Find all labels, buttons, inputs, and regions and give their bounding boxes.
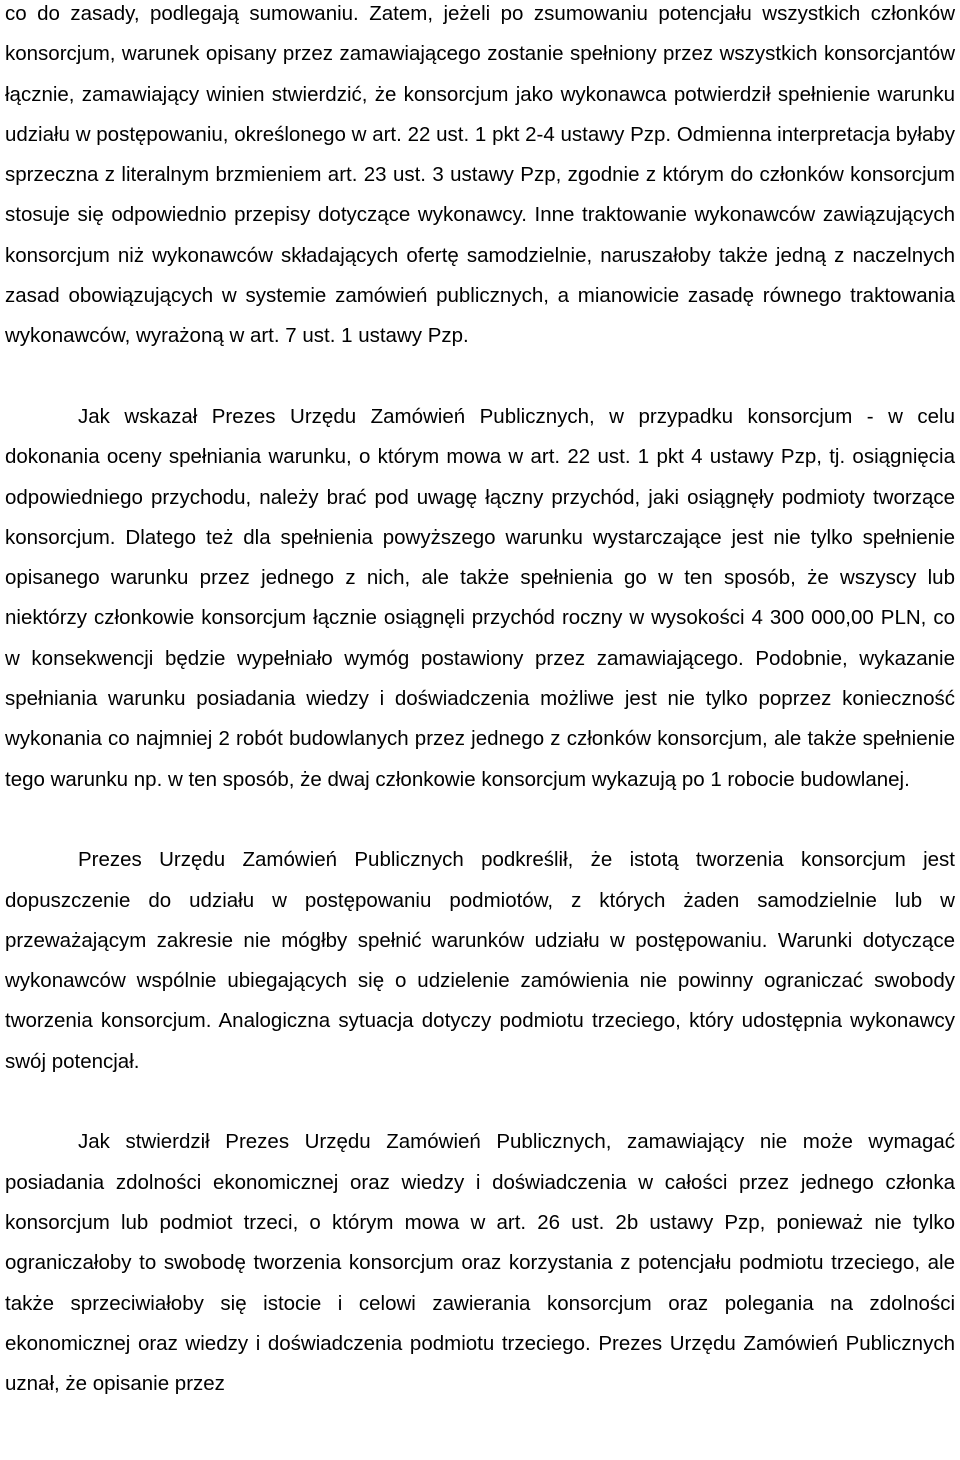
paragraph-economic-capacity: Jak stwierdził Prezes Urzędu Zamówień Publicznych, zamawiający nie może wymagać posiadania zdolności ekonomicznej oraz wiedzy i doświadczenia w całości przez jednego członka konsorcjum lub podmiot trzeci, o którym mowa w art. 26 ust. 2b ustawy Pzp, ponieważ nie tylko ograniczałoby to swobodę tworzenia konsorcjum oraz korzystania z potencjału podmiotu trzeciego, ale także sprzeciwiałoby się istocie i celowi zawierania konsorcjum oraz polegania na zdolności ekonomicznej oraz wiedzy i doświadczenia podmiotu trzeciego. Prezes Urzędu Zamówień Publicznych uznał, że opisanie przez	[5, 1130, 955, 1396]
paragraph-consortium-revenue: Jak wskazał Prezes Urzędu Zamówień Publicznych, w przypadku konsorcjum - w celu dokonania oceny spełniania warunku, o którym mowa w art. 22 ust. 1 pkt 4 ustawy Pzp, tj. osiągnięcia odpowiedniego przychodu, należy brać pod uwagę łączny przychód, jaki osiągnęły podmioty tworzące konsorcjum. Dlatego też dla spełnienia powyższego warunku wystarczające jest nie tylko spełnienie opisanego warunku przez jednego z nich, ale także spełnienia go w ten sposób, że wszyscy lub niektórzy członkowie konsorcjum łącznie osiągnęli przychód roczny w wysokości 4 300 000,00 PLN, co w konsekwencji będzie wypełniało wymóg postawiony przez zamawiającego. Podobnie, wykazanie spełniania warunku posiadania wiedzy i doświadczenia możliwe jest nie tylko poprzez konieczność wykonania co najmniej 2 robót budowlanych przez jednego z członków konsorcjum, ale także spełnienie tego warunku np. w ten sposób, że dwaj członkowie konsorcjum wykazują po 1 robocie budowlanej.	[5, 404, 955, 791]
paragraph-summation-of-potential: co do zasady, podlegają sumowaniu. Zatem, jeżeli po zsumowaniu potencjału wszystkich członków konsorcjum, warunek opisany przez zamawiającego zostanie spełniony przez wszystkich konsorcjantów łącznie, zamawiający winien stwierdzić, że konsorcjum jako wykonawca potwierdził spełnienie warunku udziału w postępowaniu, określonego w art. 22 ust. 1 pkt 2-4 ustawy Pzp. Odmienna interpretacja byłaby sprzeczna z literalnym brzmieniem art. 23 ust. 3 ustawy Pzp, zgodnie z którym do członków konsorcjum stosuje się odpowiednio przepisy dotyczące wykonawcy. Inne traktowanie wykonawców zawiązujących konsorcjum niż wykonawców składających ofertę samodzielnie, naruszałoby także jedną z naczelnych zasad obowiązujących w systemie zamówień publicznych, a mianowicie zasadę równego traktowania wykonawców, wyrażoną w art. 7 ust. 1 ustawy Pzp.	[5, 2, 955, 348]
document-page	[5, 0, 955, 1404]
paragraph-consortium-purpose: Prezes Urzędu Zamówień Publicznych podkreślił, że istotą tworzenia konsorcjum jest dopuszczenie do udziału w postępowaniu podmiotów, z których żaden samodzielnie lub w przeważającym zakresie nie mógłby spełnić warunków udziału w postępowaniu. Warunki dotyczące wykonawców wspólnie ubiegających się o udzielenie zamówienia nie powinny ograniczać swobody tworzenia konsorcjum. Analogiczna sytuacja dotyczy podmiotu trzeciego, który udostępnia wykonawcy swój potencjał.	[5, 848, 955, 1073]
